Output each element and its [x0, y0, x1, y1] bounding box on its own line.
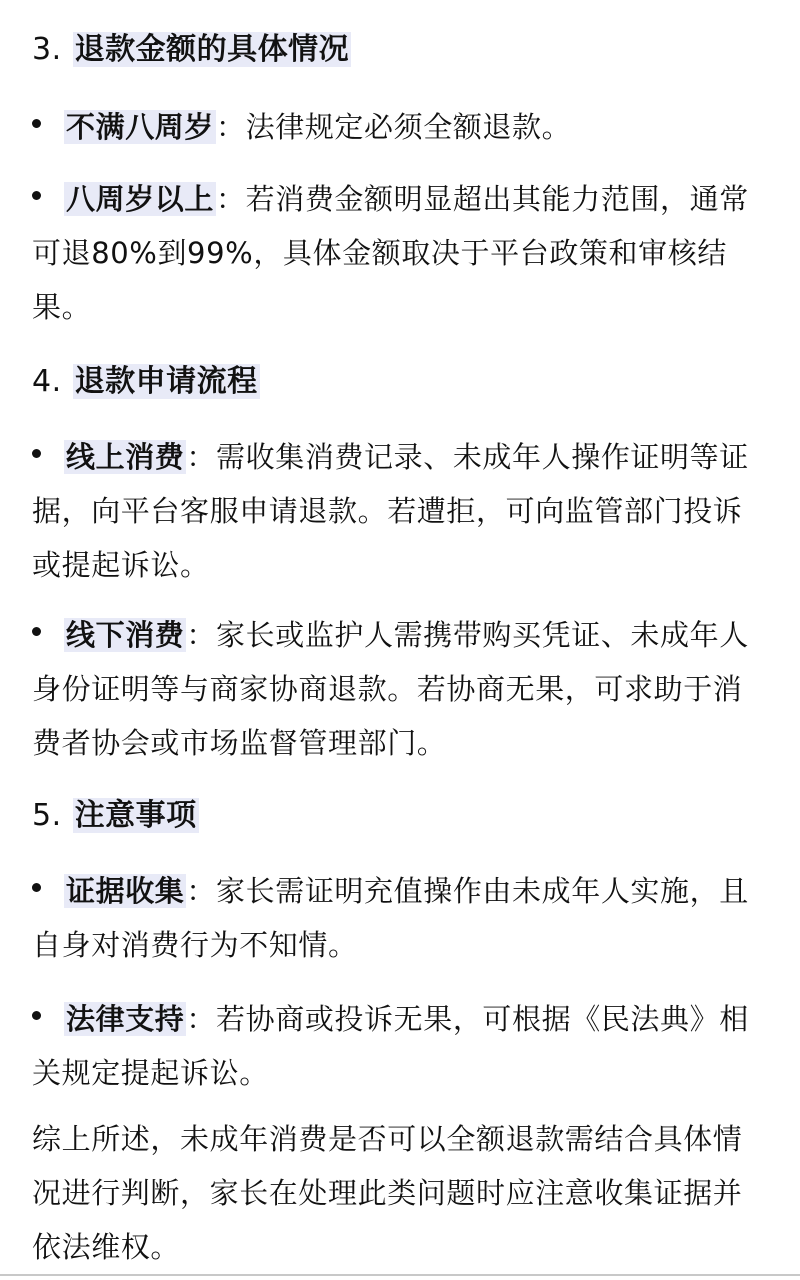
item-term: 证据收集: [66, 874, 185, 908]
item-text-line: 自身对消费行为不知情。: [32, 928, 358, 962]
item-text-line: 或提起诉讼。: [32, 548, 210, 582]
list-item: [32, 608, 762, 770]
summary-line: 依法维权。: [32, 1230, 181, 1264]
item-term: 法律支持: [66, 1002, 185, 1036]
section-number: 5.: [32, 798, 62, 833]
item-text-line: 法律规定必须全额退款。: [245, 110, 572, 144]
section-heading-4: [32, 356, 260, 408]
list-item: [32, 100, 762, 154]
section-title: 退款金额的具体情况: [74, 32, 350, 67]
divider: [0, 1274, 800, 1276]
item-separator: ：: [216, 110, 246, 144]
item-separator: ：: [186, 440, 217, 474]
item-text-line: 可退80%到99%，具体金额取决于平台政策和审核结: [32, 236, 727, 270]
item-term: 不满八周岁: [66, 110, 215, 144]
bullet-icon: [32, 1011, 41, 1020]
item-text-line: 关规定提起诉讼。: [32, 1056, 269, 1090]
section-number: 4.: [32, 364, 62, 399]
item-text-line: 家长需证明充值操作由未成年人实施，且: [216, 874, 749, 908]
section-number: 3.: [32, 32, 62, 67]
bullet-icon: [32, 191, 41, 200]
bullet-icon: [32, 449, 41, 458]
item-text-line: 若消费金额明显超出其能力范围，通常: [245, 182, 749, 216]
section-title: 注意事项: [74, 798, 197, 833]
section-heading-3: [32, 24, 351, 76]
item-text-line: 家长或监护人需携带购买凭证、未成年人: [216, 618, 749, 652]
item-text-line: 需收集消费记录、未成年人操作证明等证: [216, 440, 749, 474]
summary-paragraph: [32, 1112, 772, 1274]
section-heading-5: [32, 790, 199, 842]
item-separator: ：: [186, 1002, 217, 1036]
item-text-line: 费者协会或市场监督管理部门。: [32, 726, 447, 760]
summary-line: 综上所述，未成年消费是否可以全额退款需结合具体情: [32, 1122, 743, 1156]
bullet-icon: [32, 119, 41, 128]
bullet-icon: [32, 627, 41, 636]
item-separator: ：: [186, 874, 217, 908]
item-text-line: 若协商或投诉无果，可根据《民法典》相: [216, 1002, 749, 1036]
item-text-line: 果。: [32, 290, 92, 324]
list-item: [32, 864, 762, 972]
list-item: [32, 172, 762, 334]
item-separator: ：: [186, 618, 217, 652]
item-term: 线上消费: [66, 440, 185, 474]
item-separator: ：: [216, 182, 246, 216]
item-term: 线下消费: [66, 618, 185, 652]
item-text-line: 身份证明等与商家协商退款。若协商无果，可求助于消: [32, 672, 743, 706]
list-item: [32, 992, 762, 1100]
item-term: 八周岁以上: [66, 182, 215, 216]
list-item: [32, 430, 762, 592]
bullet-icon: [32, 883, 41, 892]
summary-line: 况进行判断，家长在处理此类问题时应注意收集证据并: [32, 1176, 743, 1210]
item-text-line: 据，向平台客服申请退款。若遭拒，可向监管部门投诉: [32, 494, 743, 528]
section-title: 退款申请流程: [74, 364, 258, 399]
